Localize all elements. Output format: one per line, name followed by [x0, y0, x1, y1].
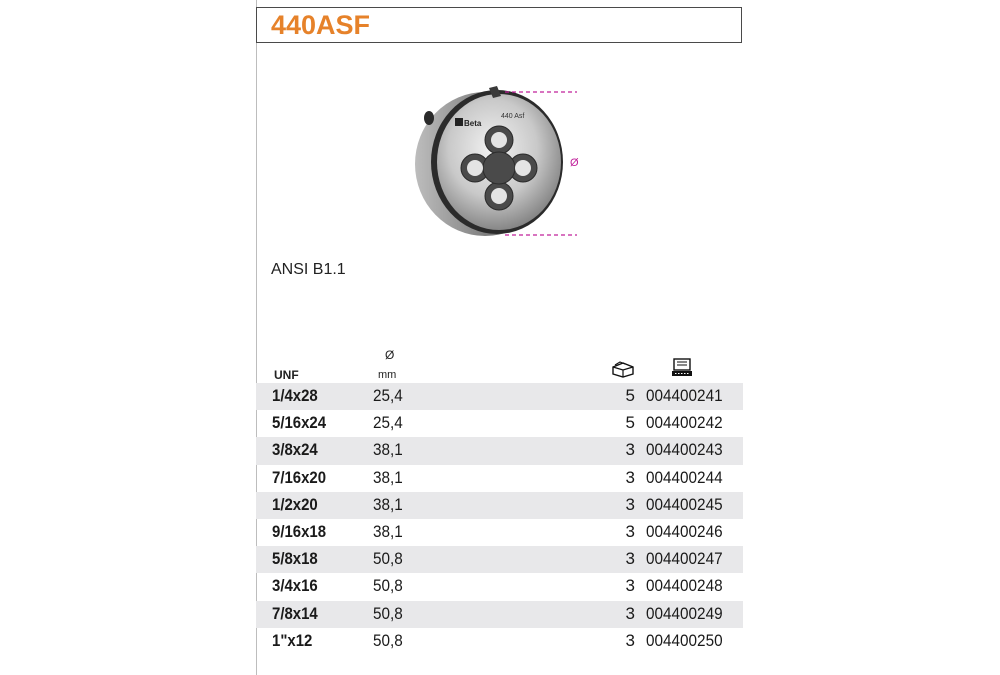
article-code: 004400247 [646, 549, 723, 569]
package-quantity: 3 [625, 549, 635, 569]
package-quantity: 3 [625, 603, 635, 623]
package-quantity: 3 [625, 521, 635, 541]
thread-size: 7/8x14 [272, 603, 318, 623]
diameter-symbol: Ø [570, 157, 579, 169]
product-table [256, 383, 743, 655]
thread-size: 1"x12 [272, 630, 313, 650]
diameter-value: 50,8 [373, 576, 403, 596]
thread-size: 3/8x24 [272, 440, 318, 460]
page-title: 440ASF [271, 10, 371, 40]
thread-size: 5/16x24 [272, 413, 327, 433]
table-row [256, 437, 743, 464]
article-code: 004400243 [646, 440, 723, 460]
diameter-value: 50,8 [373, 630, 403, 650]
diameter-value: 38,1 [373, 467, 403, 487]
package-quantity-icon [611, 360, 635, 378]
column-header-diameter-symbol: Ø [385, 348, 395, 362]
package-quantity: 5 [625, 413, 635, 433]
package-quantity: 3 [625, 440, 635, 460]
thread-size: 1/2x20 [272, 494, 318, 514]
article-code: 004400248 [646, 576, 723, 596]
article-code: 004400246 [646, 521, 723, 541]
thread-size: 7/16x20 [272, 467, 327, 487]
package-quantity: 5 [625, 386, 635, 405]
table-row [256, 465, 743, 492]
diameter-value: 38,1 [373, 521, 403, 541]
package-quantity: 3 [625, 630, 635, 650]
diameter-value: 25,4 [373, 413, 403, 433]
diameter-value: 50,8 [373, 603, 403, 623]
threading-die-icon [405, 74, 595, 244]
article-code: 004400245 [646, 494, 723, 514]
article-code: 004400249 [646, 603, 723, 623]
table-row [256, 573, 743, 600]
diameter-value: 50,8 [373, 549, 403, 569]
article-code: 004400241 [646, 386, 723, 405]
table-row [256, 410, 743, 437]
article-code: 004400244 [646, 467, 723, 487]
die-marking-text: 440 Asf [501, 113, 525, 120]
standard-label: ANSI B1.1 [271, 261, 346, 278]
package-quantity: 3 [625, 494, 635, 514]
thread-size: 3/4x16 [272, 576, 318, 596]
column-header-diameter-unit: mm [378, 369, 397, 381]
table-row [256, 519, 743, 546]
die-brand-text: Beta [464, 119, 482, 128]
title-box [256, 7, 742, 43]
package-quantity: 3 [625, 467, 635, 487]
diameter-value: 38,1 [373, 494, 403, 514]
article-code: 004400242 [646, 413, 723, 433]
diameter-value: 38,1 [373, 440, 403, 460]
package-quantity: 3 [625, 576, 635, 596]
diameter-value: 25,4 [373, 386, 403, 405]
table-row [256, 546, 743, 573]
article-code: 004400250 [646, 630, 723, 650]
thread-size: 5/8x18 [272, 549, 318, 569]
table-row [256, 601, 743, 628]
article-code-icon [671, 358, 693, 378]
table-row [256, 383, 743, 410]
thread-size: 9/16x18 [272, 521, 327, 541]
table-row [256, 492, 743, 519]
table-row [256, 628, 743, 655]
thread-size: 1/4x28 [272, 386, 318, 405]
column-header-unf: UNF [274, 368, 299, 382]
